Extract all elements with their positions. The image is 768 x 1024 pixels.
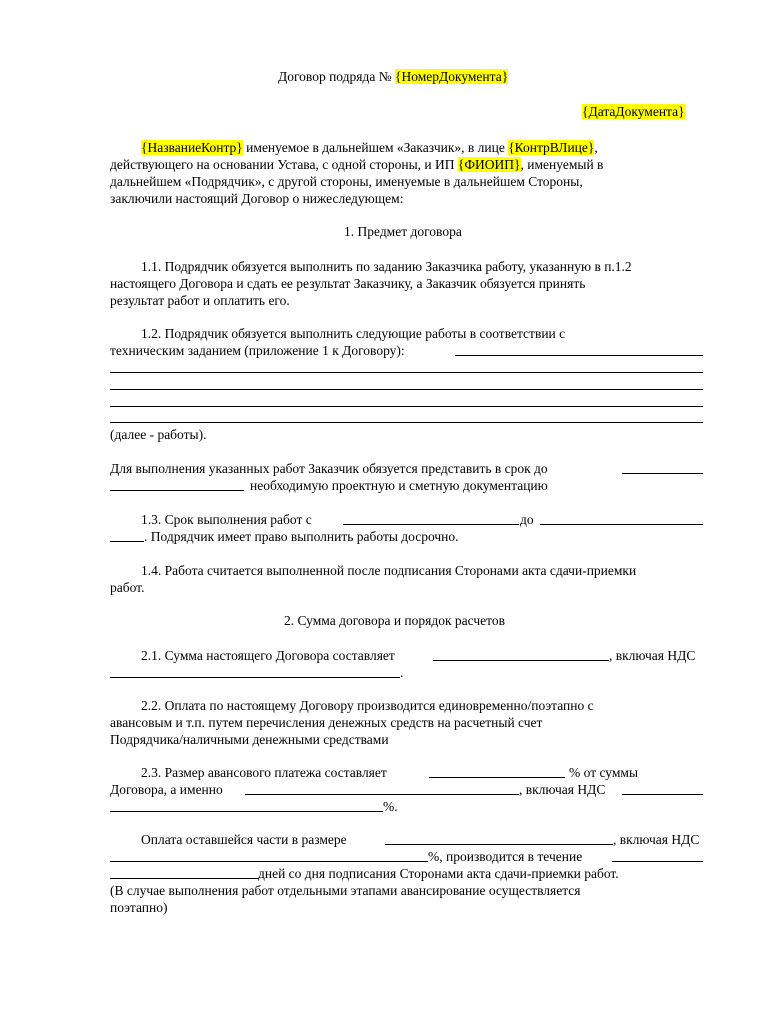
docs-line-2: необходимую проектную и сметную документацию [250, 478, 548, 493]
p11-line-3: результат работ и оплатить его. [110, 293, 290, 308]
contractor-person-field[interactable]: {КонтрВЛице} [508, 140, 595, 155]
term-end-blank[interactable] [540, 524, 703, 525]
rest-b: , включая НДС [613, 832, 700, 847]
p23-d: , включая НДС [519, 782, 606, 797]
work-description-blank-1[interactable] [455, 355, 703, 356]
p12-line-2 [110, 342, 405, 359]
p11-line-1: 1.1. Подрядчик обязуется выполнить по заданию Заказчика работу, указанную в п.1.2 [141, 259, 632, 274]
p14-line-1: 1.4. Работа считается выполненной после подписания Сторонами акта сдачи-приемки [141, 563, 637, 578]
term-start-blank[interactable] [343, 524, 519, 525]
rest-d: дней со дня подписания Сторонами акта сдачи-приемки работ. [258, 866, 619, 881]
preamble-line-2 [110, 156, 603, 173]
p12-line-1: 1.2. Подрядчик обязуется выполнить следующие работы в соответствии с [141, 326, 566, 341]
p12-text: техническим заданием (приложение 1 к Договору): [110, 343, 405, 358]
docs-date-blank-2[interactable] [110, 490, 244, 491]
rest-a: Оплата оставшейся части в размере [141, 832, 347, 847]
contract-sum-blank[interactable] [433, 660, 609, 661]
entrepreneur-fio-field[interactable]: {ФИОИП} [457, 157, 521, 172]
p21-text: 2.1. Сумма настоящего Договора составляет [141, 648, 395, 663]
remaining-vat-blank[interactable] [110, 861, 428, 862]
p22-line-3: Подрядчика/наличными денежными средствами [110, 732, 389, 747]
document-date [582, 103, 685, 120]
after-lines-text: (далее - работы). [110, 427, 207, 442]
docs-line-1: Для выполнения указанных работ Заказчик обязуется представить в срок до [110, 461, 548, 476]
p13-start: 1.3. Срок выполнения работ с [141, 512, 312, 527]
title-text: Договор подряда № [278, 69, 392, 84]
rest-e: (В случае выполнения работ отдельными этапами авансирование осуществляется [110, 883, 581, 898]
preamble-text-3: , именуемый в [520, 157, 604, 172]
section-1-heading: 1. Предмет договора [344, 224, 462, 239]
work-description-blank-2[interactable] [110, 372, 703, 373]
rest-c: %, производится в течение [428, 849, 583, 864]
advance-amount-blank[interactable] [245, 794, 519, 795]
docs-date-blank-1[interactable] [622, 473, 703, 474]
p23-e: %. [383, 799, 398, 814]
section-2-heading: 2. Сумма договора и порядок расчетов [284, 613, 505, 628]
p13-end: . Подрядчик имеет право выполнить работы досрочно. [144, 529, 459, 544]
p21-tail: , включая НДС [609, 648, 696, 663]
document-title [278, 68, 508, 85]
document-number-field[interactable]: {НомерДокумента} [394, 69, 509, 84]
p14-line-2: работ. [110, 580, 145, 595]
p23-c: Договора, а именно [110, 782, 223, 797]
advance-percent-blank[interactable] [429, 777, 565, 778]
preamble-line-3: дальнейшем «Подрядчик», с другой стороны, именуемые в дальнейшем Стороны, [110, 174, 583, 189]
advance-vat-blank-1[interactable] [622, 794, 703, 795]
document-date-field[interactable]: {ДатаДокумента} [582, 104, 685, 119]
payment-term-blank-1[interactable] [612, 861, 703, 862]
preamble-line-4: заключили настоящий Договор о нижеследующем: [110, 191, 404, 206]
rest-f: поэтапно) [110, 900, 168, 915]
preamble-line-1: {НазваниеКонтр} именуемое в дальнейшем «Заказчик», в лице {КонтрВЛице}, [141, 140, 598, 155]
preamble-text-2: действующего на основании Устава, с одной стороны, и ИП [110, 157, 455, 172]
contract-vat-blank[interactable] [110, 677, 400, 678]
advance-vat-blank-2[interactable] [110, 811, 383, 812]
work-description-blank-4[interactable] [110, 406, 703, 407]
payment-term-blank-2[interactable] [110, 878, 258, 879]
p22-line-1: 2.2. Оплата по настоящему Договору производится единовременно/поэтапно с [141, 698, 594, 713]
p13-mid: до [520, 512, 534, 527]
work-description-blank-5[interactable] [110, 422, 703, 423]
p23-b: % от суммы [569, 765, 639, 780]
contractor-name-field[interactable]: {НазваниеКонтр} [141, 140, 243, 155]
term-end-blank-2[interactable] [110, 541, 144, 542]
p21-end: . [400, 665, 404, 680]
work-description-blank-3[interactable] [110, 389, 703, 390]
remaining-amount-blank[interactable] [385, 844, 613, 845]
preamble-text-1: именуемое в дальнейшем «Заказчик», в лице [246, 140, 505, 155]
p11-line-2: настоящего Договора и сдать ее результат Заказчику, а Заказчик обязуется принять [110, 276, 586, 291]
p23-a: 2.3. Размер авансового платежа составляет [141, 765, 387, 780]
p22-line-2: авансовым и т.п. путем перечисления денежных средств на расчетный счет [110, 715, 543, 730]
